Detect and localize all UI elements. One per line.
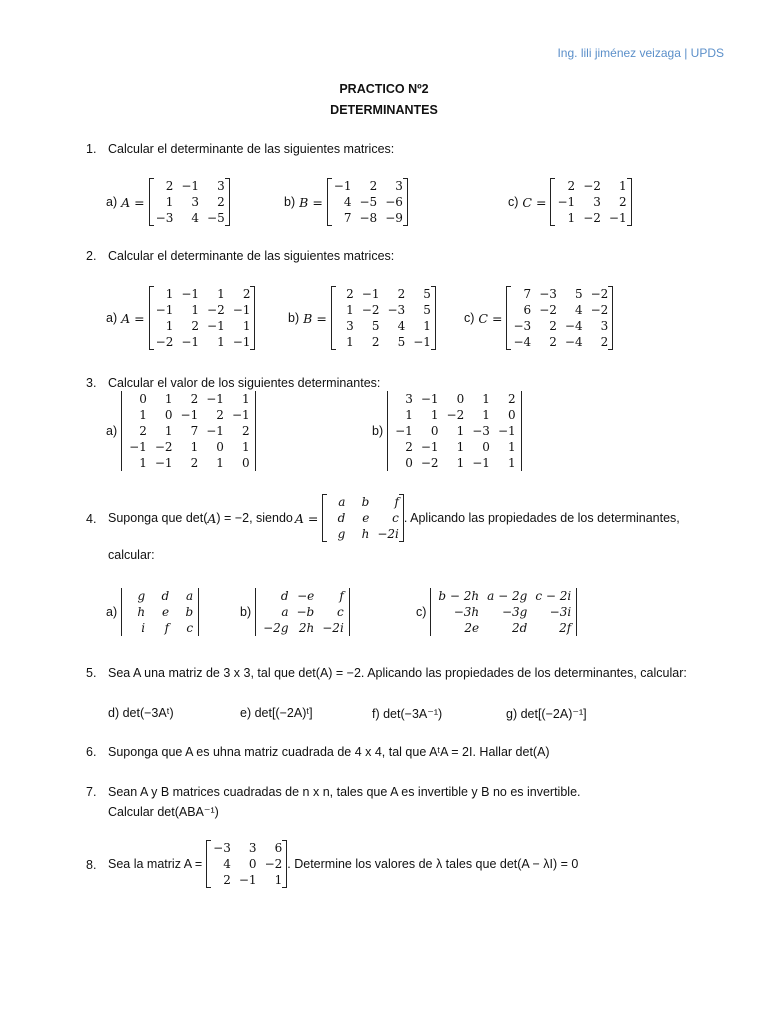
matrix-cell: 5: [423, 303, 431, 317]
matrix-cell: 1: [456, 456, 465, 470]
matrix-cell: −2: [155, 335, 174, 349]
matrix-cell: 1: [618, 179, 627, 193]
matrix-cell: 1: [165, 319, 174, 333]
matrix-cell: 1: [456, 424, 465, 438]
matrix-cell: −e: [297, 589, 315, 603]
matrix-cell: 1: [346, 335, 354, 349]
matrix-cell: 2: [139, 424, 147, 438]
matrix-cell: −3: [472, 424, 490, 438]
matrix-cell: −3: [213, 841, 231, 855]
q4-c-determinant: [430, 588, 577, 636]
matrix-cell: −3: [513, 319, 532, 333]
matrix-cell: 5: [371, 319, 380, 333]
matrix-cell: c: [186, 621, 194, 635]
matrix-cell: −1: [231, 408, 250, 422]
matrix-cell: −2g: [263, 621, 289, 635]
q2-a: a) A = 1 −1 1 2 −1 1 −2 −1 1 2 −1 1 −2 −1 1 −1: [106, 286, 255, 350]
matrix-cell: 4: [191, 211, 200, 225]
matrix-cell: 3: [600, 319, 609, 333]
matrix-cell: 1: [274, 873, 283, 887]
matrix-cell: 0: [216, 440, 224, 454]
matrix-cell: 0: [164, 408, 173, 422]
matrix-cell: b: [185, 605, 194, 619]
matrix-cell: 6: [523, 303, 532, 317]
matrix-cell: 1: [242, 440, 250, 454]
matrix-cell: a − 2g: [487, 589, 528, 603]
q5-e: e) det[(−2A)ᵗ]: [240, 706, 313, 720]
matrix-cell: −4: [564, 319, 583, 333]
q4-matrix-A: [322, 494, 404, 542]
matrix-cell: 5: [574, 287, 583, 301]
q2-c-matrix: [506, 286, 613, 350]
q1-a-matrix: [149, 178, 230, 226]
matrix-cell: −3: [387, 303, 406, 317]
matrix-cell: −1: [207, 319, 225, 333]
q4-a: a) g d a h e b i f c: [106, 588, 199, 636]
matrix-cell: b: [361, 495, 370, 509]
matrix-cell: 2: [567, 179, 576, 193]
matrix-cell: 5: [423, 287, 431, 301]
matrix-cell: 2: [217, 195, 225, 209]
practice-title: PRACTICO Nº2: [339, 82, 429, 96]
matrix-cell: 2: [165, 179, 174, 193]
matrix-cell: −6: [385, 195, 403, 209]
matrix-cell: 2: [242, 424, 250, 438]
matrix-cell: 2: [346, 287, 354, 301]
matrix-cell: −2: [264, 857, 283, 871]
matrix-cell: 2: [508, 392, 516, 406]
matrix-cell: −1: [333, 179, 352, 193]
q8-number: 8.: [86, 858, 97, 872]
q1-text: Calcular el determinante de las siguientes matrices:: [108, 142, 395, 156]
q2-b: b) B = 2 −1 2 5 1 −2 −3 5 3 5 4 1 1 2 5 −1: [288, 286, 436, 350]
q3-text: Calcular el valor de los siguientes determinantes:: [108, 376, 381, 390]
matrix-cell: 3: [217, 179, 225, 193]
matrix-cell: 1: [242, 392, 250, 406]
q4-c: c) b − 2h a − 2g c − 2i −3h −3g −3i 2e 2d 2f: [416, 588, 577, 636]
matrix-cell: 3: [593, 195, 601, 209]
q5-number: 5.: [86, 666, 97, 680]
matrix-cell: f: [164, 621, 170, 635]
matrix-cell: 7: [343, 211, 352, 225]
matrix-cell: 1: [405, 408, 413, 422]
matrix-cell: −5: [359, 195, 378, 209]
matrix-cell: 1: [508, 440, 516, 454]
q4-a-determinant: [121, 588, 199, 636]
matrix-cell: f: [339, 589, 344, 603]
matrix-cell: 4: [397, 319, 406, 333]
q5-g: g) det[(−2A)⁻¹]: [506, 707, 587, 721]
matrix-cell: 5: [397, 335, 406, 349]
q7-line2: Calcular det(ABA⁻¹): [108, 805, 219, 819]
matrix-cell: f: [394, 495, 399, 509]
matrix-cell: −2: [154, 440, 173, 454]
matrix-cell: −1: [395, 424, 413, 438]
q4-statement: Suponga que det( A ) = −2, siendo A = a b f d e c g h −2i . Aplicando las propiedades de los determinantes,: [108, 495, 680, 541]
matrix-cell: 1: [430, 408, 439, 422]
matrix-cell: 2: [405, 440, 413, 454]
matrix-cell: 1: [217, 335, 225, 349]
q1-b: b) B = −1 2 3 4 −5 −6 7 −8 −9: [284, 178, 408, 226]
matrix-cell: 1: [242, 319, 251, 333]
matrix-cell: e: [362, 511, 370, 525]
q2-c: c) C = 7 −3 5 −2 6 −2 4 −2 −3 2 −4 3 −4 2 −4 2: [464, 286, 613, 350]
matrix-cell: −1: [206, 424, 224, 438]
q1-b-matrix: [327, 178, 408, 226]
matrix-cell: 1: [567, 211, 576, 225]
matrix-cell: −2: [583, 211, 601, 225]
matrix-cell: −1: [154, 456, 173, 470]
q5-f: f) det(−3A⁻¹): [372, 707, 443, 721]
matrix-cell: a: [281, 605, 289, 619]
matrix-cell: a: [338, 495, 346, 509]
matrix-cell: −1: [181, 179, 200, 193]
matrix-cell: 7: [190, 424, 199, 438]
matrix-cell: 2: [549, 319, 557, 333]
q5-d: d) det(−3Aᵗ): [108, 706, 174, 720]
matrix-cell: 7: [523, 287, 532, 301]
matrix-cell: −1: [129, 440, 147, 454]
matrix-cell: −9: [385, 211, 403, 225]
matrix-cell: −1: [472, 456, 490, 470]
matrix-cell: −3h: [453, 605, 480, 619]
matrix-cell: 2: [190, 456, 199, 470]
matrix-cell: 3: [395, 179, 403, 193]
matrix-cell: −2i: [377, 527, 399, 541]
matrix-cell: 3: [248, 841, 257, 855]
q1-number: 1.: [86, 142, 97, 156]
matrix-cell: −3: [155, 211, 174, 225]
q1-c: c) C = 2 −2 1 −1 3 2 1 −2 −1: [508, 178, 632, 226]
matrix-cell: −1: [557, 195, 576, 209]
matrix-cell: 0: [139, 392, 147, 406]
matrix-cell: −1: [420, 392, 439, 406]
matrix-cell: −2i: [322, 621, 344, 635]
q3-a-determinant: [121, 391, 256, 471]
matrix-cell: 0: [430, 424, 439, 438]
matrix-cell: 2: [549, 335, 557, 349]
matrix-cell: 2f: [559, 621, 572, 635]
q6-number: 6.: [86, 745, 97, 759]
matrix-cell: c − 2i: [535, 589, 572, 603]
matrix-cell: −1: [413, 335, 431, 349]
matrix-cell: −4: [513, 335, 532, 349]
matrix-cell: 1: [423, 319, 431, 333]
matrix-cell: c: [392, 511, 399, 525]
matrix-cell: 2h: [298, 621, 315, 635]
matrix-cell: 0: [508, 408, 516, 422]
matrix-cell: −2: [583, 179, 601, 193]
matrix-cell: h: [137, 605, 146, 619]
matrix-cell: 6: [274, 841, 283, 855]
matrix-cell: 2: [600, 335, 609, 349]
matrix-cell: 1: [139, 456, 147, 470]
matrix-cell: −b: [296, 605, 315, 619]
matrix-cell: −2: [420, 456, 439, 470]
matrix-cell: 4: [574, 303, 583, 317]
matrix-cell: −1: [232, 303, 251, 317]
matrix-cell: −1: [420, 440, 439, 454]
matrix-cell: −8: [359, 211, 378, 225]
q2-a-matrix: [149, 286, 256, 350]
matrix-cell: −1: [608, 211, 627, 225]
matrix-cell: 2: [371, 335, 380, 349]
matrix-cell: −2: [207, 303, 225, 317]
matrix-cell: c: [337, 605, 344, 619]
matrix-cell: e: [162, 605, 170, 619]
matrix-cell: 2d: [511, 621, 528, 635]
matrix-cell: 3: [191, 195, 200, 209]
matrix-cell: d: [161, 589, 170, 603]
matrix-cell: −1: [232, 335, 251, 349]
matrix-cell: 2: [397, 287, 406, 301]
matrix-cell: a: [185, 589, 194, 603]
matrix-cell: −1: [361, 287, 380, 301]
matrix-cell: 2: [369, 179, 378, 193]
q3-b-determinant: [387, 391, 522, 471]
q6-text: Suponga que A es uhna matriz cuadrada de 4 x 4, tal que AᵗA = 2I. Hallar det(A): [108, 745, 550, 759]
matrix-cell: −1: [181, 287, 200, 301]
matrix-cell: −3i: [549, 605, 572, 619]
matrix-cell: −3g: [501, 605, 528, 619]
matrix-cell: 1: [216, 456, 224, 470]
q3-b: b) 3 −1 0 1 2 1 1 −2 1 0 −1 0 1 −3 −1 2 −1 1 0 1 0 −2 1 −1 1: [372, 391, 522, 471]
matrix-cell: 1: [482, 392, 490, 406]
matrix-cell: 1: [139, 408, 147, 422]
matrix-cell: 4: [223, 857, 231, 871]
matrix-cell: 1: [217, 287, 225, 301]
matrix-cell: h: [361, 527, 370, 541]
q3-number: 3.: [86, 376, 97, 390]
q7-line1: Sean A y B matrices cuadradas de n x n, tales que A es invertible y B no es invertible.: [108, 785, 581, 799]
q7-number: 7.: [86, 785, 97, 799]
matrix-cell: −1: [180, 408, 199, 422]
q4-b: b) d −e f a −b c −2g 2h −2i: [240, 588, 350, 636]
matrix-cell: d: [280, 589, 289, 603]
q1-c-matrix: [550, 178, 631, 226]
q2-b-matrix: [331, 286, 436, 350]
matrix-cell: −1: [181, 335, 200, 349]
q2-text: Calcular el determinante de las siguientes matrices:: [108, 249, 395, 263]
q8-statement: Sea la matriz A = −3 3 6 4 0 −2 2 −1 1 . Determine los valores de λ tales que det(A − λI) = 0: [108, 841, 579, 887]
matrix-cell: −4: [564, 335, 583, 349]
matrix-cell: −2: [590, 287, 609, 301]
matrix-cell: 1: [164, 424, 173, 438]
matrix-cell: 0: [405, 456, 413, 470]
matrix-cell: −2: [590, 303, 609, 317]
matrix-cell: g: [137, 589, 146, 603]
matrix-cell: 1: [508, 456, 516, 470]
matrix-cell: b − 2h: [438, 589, 480, 603]
matrix-cell: 0: [248, 857, 257, 871]
matrix-cell: 0: [482, 440, 490, 454]
matrix-cell: −2: [361, 303, 380, 317]
matrix-cell: 1: [191, 303, 200, 317]
matrix-cell: 2: [242, 287, 251, 301]
page-header: Ing. lili jiménez veizaga | UPDS: [557, 46, 724, 60]
matrix-cell: −1: [497, 424, 516, 438]
matrix-cell: 0: [456, 392, 465, 406]
matrix-cell: −2: [446, 408, 465, 422]
q1-a: a) A = 2 −1 3 1 3 2 −3 4 −5: [106, 178, 230, 226]
matrix-cell: 1: [165, 287, 174, 301]
matrix-cell: 4: [343, 195, 352, 209]
q4-b-determinant: [255, 588, 350, 636]
matrix-cell: g: [337, 527, 346, 541]
matrix-cell: 1: [456, 440, 465, 454]
matrix-cell: 2: [223, 873, 231, 887]
matrix-cell: 1: [164, 392, 173, 406]
topic-title: DETERMINANTES: [330, 103, 438, 117]
matrix-cell: 1: [482, 408, 490, 422]
q3-a: a) 0 1 2 −1 1 1 0 −1 2 −1 2 1 7 −1 2 −1 −2 1 0 1 1 −1 2 1 0: [106, 391, 256, 471]
q8-matrix: [206, 840, 287, 888]
q2-number: 2.: [86, 249, 97, 263]
matrix-cell: 2e: [464, 621, 480, 635]
matrix-cell: 2: [190, 392, 199, 406]
matrix-cell: 3: [346, 319, 354, 333]
matrix-cell: −1: [155, 303, 174, 317]
q4-number: 4.: [86, 512, 97, 526]
q4-calc-label: calcular:: [108, 548, 155, 562]
matrix-cell: −2: [539, 303, 557, 317]
matrix-cell: −1: [206, 392, 224, 406]
matrix-cell: i: [141, 621, 146, 635]
matrix-cell: 2: [191, 319, 200, 333]
matrix-cell: 1: [165, 195, 174, 209]
matrix-cell: 3: [405, 392, 413, 406]
q5-text: Sea A una matriz de 3 x 3, tal que det(A) = −2. Aplicando las propiedades de los determinantes, calcular:: [108, 666, 687, 680]
matrix-cell: −5: [207, 211, 225, 225]
matrix-cell: −1: [238, 873, 257, 887]
matrix-cell: 1: [346, 303, 354, 317]
matrix-cell: −3: [539, 287, 557, 301]
matrix-cell: d: [337, 511, 346, 525]
matrix-cell: 0: [242, 456, 250, 470]
matrix-cell: 2: [216, 408, 224, 422]
matrix-cell: 2: [618, 195, 627, 209]
matrix-cell: 1: [190, 440, 199, 454]
